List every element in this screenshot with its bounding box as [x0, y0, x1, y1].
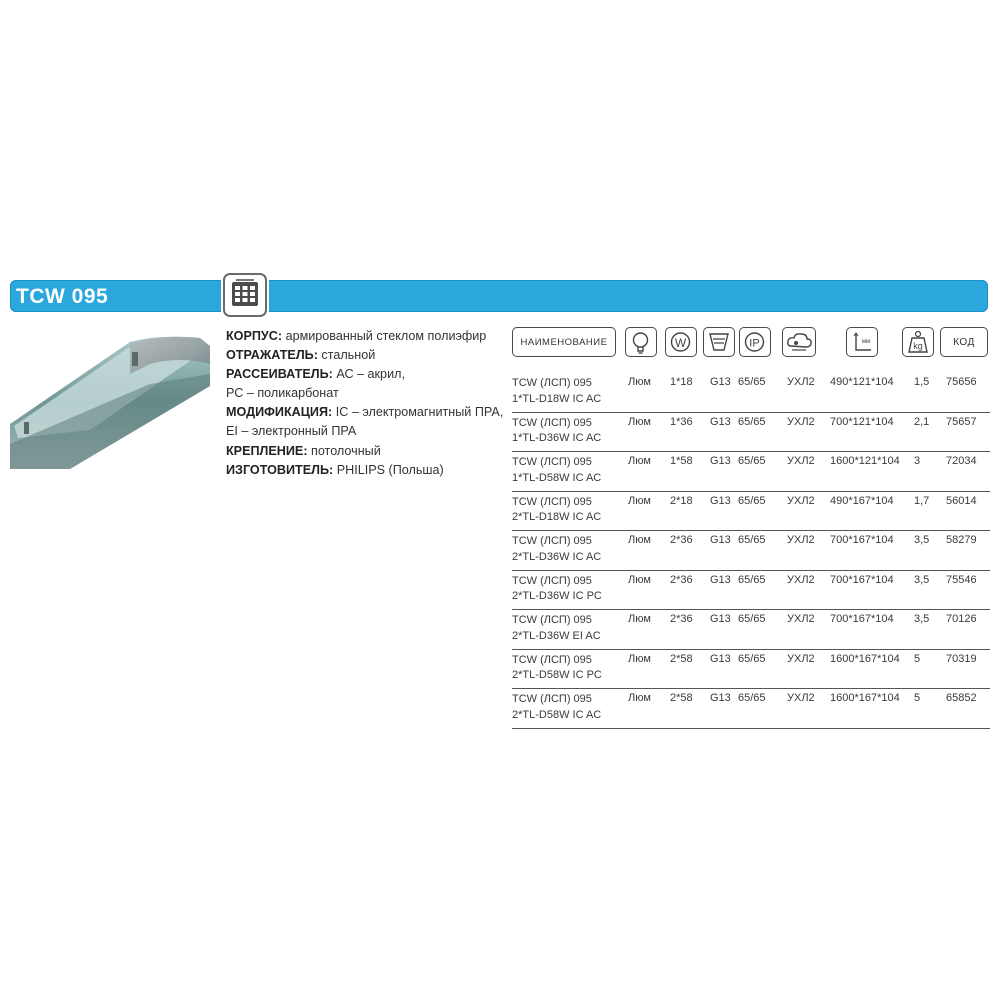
product-name	[512, 653, 627, 684]
cell-code: 72034	[946, 455, 977, 467]
product-name	[512, 534, 627, 565]
cell-type: Люм	[628, 455, 651, 467]
product-name	[512, 416, 627, 447]
cell-type: Люм	[628, 573, 651, 586]
spec-value: PHILIPS (Польша)	[336, 462, 444, 477]
cell-power: 2*58	[670, 692, 693, 704]
product-name-line2: 2*TL-D36W IC PC	[512, 590, 602, 602]
cell-code: 58279	[946, 534, 977, 546]
cell-power: 2*18	[670, 494, 693, 507]
cell-power: 1*36	[670, 415, 693, 428]
spec-label: МОДИФИКАЦИЯ:	[226, 405, 333, 420]
table-row	[512, 650, 990, 690]
cell-dims: 490*167*104	[830, 494, 894, 507]
table-row	[512, 413, 990, 453]
cell-dims: 700*121*104	[830, 415, 894, 428]
cell-weight: 5	[914, 652, 921, 665]
product-name-line1: TCW (ЛСП) 095	[512, 456, 592, 468]
dimensions-icon	[846, 327, 878, 357]
cell-dims: 1600*167*104	[830, 652, 900, 665]
svg-text:W: W	[674, 336, 687, 350]
product-name-line2: 2*TL-D58W IC AC	[512, 708, 602, 721]
cell-socket: G13	[710, 613, 731, 625]
svg-text:kg: kg	[913, 341, 923, 351]
cell-weight: 5	[914, 692, 921, 704]
cell-type: Люм	[628, 692, 651, 704]
cell-code: 56014	[946, 494, 977, 507]
product-name	[512, 613, 627, 644]
cell-climate: УХЛ2	[787, 455, 815, 467]
spec-label: ИЗГОТОВИТЕЛЬ:	[226, 462, 334, 477]
spec-line	[226, 461, 506, 480]
cell-power: 1*18	[670, 376, 693, 388]
product-name	[512, 455, 627, 486]
spec-value: АС – акрил,	[336, 367, 405, 382]
product-image	[10, 334, 210, 474]
cell-socket: G13	[710, 415, 731, 428]
table-row	[512, 492, 990, 532]
cell-power: 2*36	[670, 613, 693, 625]
cell-type: Люм	[628, 494, 651, 507]
cell-socket: G13	[710, 652, 731, 665]
cell-type: Люм	[628, 534, 651, 546]
cell-dims: 700*167*104	[830, 613, 894, 625]
spec-value: армированный стеклом полиэфир	[285, 329, 487, 343]
product-name-line1: TCW (ЛСП) 095	[512, 535, 592, 547]
cell-socket: G13	[710, 494, 731, 507]
product-name-line1: TCW (ЛСП) 095	[512, 416, 592, 429]
product-name-line1: TCW (ЛСП) 095	[512, 574, 592, 587]
cell-climate: УХЛ2	[787, 692, 815, 704]
table-row	[512, 610, 990, 650]
product-name-line2: 2*TL-D58W IC PC	[512, 669, 602, 681]
spec-line	[226, 327, 506, 346]
cell-weight: 3,5	[914, 534, 930, 546]
spec-label: КОРПУС:	[226, 329, 283, 343]
column-header-name: НАИМЕНОВАНИЕ	[512, 327, 616, 357]
cell-weight: 1,7	[914, 494, 930, 507]
cell-code: 75546	[946, 573, 977, 586]
product-name	[512, 692, 627, 723]
product-name-line2: 1*TL-D36W IC AC	[512, 432, 602, 444]
spec-label: КРЕПЛЕНИЕ:	[226, 443, 308, 458]
spec-value: EI – электронный ПРА	[226, 424, 357, 439]
cell-climate: УХЛ2	[787, 376, 815, 388]
cell-weight: 1,5	[914, 376, 930, 388]
title-bar	[10, 280, 988, 312]
cell-climate: УХЛ2	[787, 494, 815, 507]
product-name-line2: 1*TL-D18W IC AC	[512, 392, 602, 405]
cell-code: 75657	[946, 415, 977, 428]
spec-label: ОТРАЖАТЕЛЬ:	[226, 348, 318, 363]
spec-line	[226, 422, 506, 441]
cell-ip: 65/65	[738, 455, 766, 467]
cell-ip: 65/65	[738, 376, 766, 388]
spec-value: стальной	[321, 348, 376, 363]
product-name-line2: 1*TL-D58W IC AC	[512, 471, 602, 484]
cell-socket: G13	[710, 376, 731, 388]
product-name	[512, 376, 627, 407]
product-name-line1: TCW (ЛСП) 095	[512, 495, 592, 508]
spec-line	[226, 365, 506, 384]
cell-weight: 3,5	[914, 613, 930, 625]
spec-value: потолочный	[311, 443, 381, 458]
table-row	[512, 689, 990, 729]
cell-power: 2*36	[670, 573, 693, 586]
weight-icon	[902, 327, 934, 357]
cell-ip: 65/65	[738, 415, 766, 428]
product-name-line1: TCW (ЛСП) 095	[512, 653, 592, 666]
cell-type: Люм	[628, 652, 651, 665]
spec-line	[226, 403, 506, 422]
cell-ip: 65/65	[738, 692, 766, 704]
spec-value: IC – электромагнитный ПРА,	[335, 405, 504, 420]
cell-weight: 3,5	[914, 573, 930, 586]
product-name	[512, 574, 627, 605]
cell-weight: 3	[914, 455, 921, 467]
cell-dims: 1600*121*104	[830, 455, 900, 467]
socket-icon	[703, 327, 735, 357]
product-name-line2: 2*TL-D18W IC AC	[512, 511, 602, 523]
cell-weight: 2,1	[914, 415, 930, 428]
watt-icon	[665, 327, 697, 357]
table-row	[512, 373, 990, 413]
product-name-line1: TCW (ЛСП) 095	[512, 614, 592, 626]
cell-type: Люм	[628, 613, 651, 625]
spec-value: РС – поликарбонат	[226, 386, 339, 401]
cell-ip: 65/65	[738, 613, 766, 625]
cell-socket: G13	[710, 573, 731, 586]
cell-dims: 700*167*104	[830, 534, 894, 546]
lamp-icon	[625, 327, 657, 357]
column-header-code: КОД	[940, 327, 988, 357]
cell-dims: 490*121*104	[830, 376, 894, 388]
cell-dims: 700*167*104	[830, 573, 894, 586]
cell-climate: УХЛ2	[787, 652, 815, 665]
spec-line	[226, 442, 506, 461]
cell-socket: G13	[710, 534, 731, 546]
cell-climate: УХЛ2	[787, 573, 815, 586]
cell-power: 1*58	[670, 455, 693, 467]
page-title: TCW 095	[16, 285, 109, 308]
cell-power: 2*58	[670, 652, 693, 665]
svg-text:IP: IP	[749, 337, 760, 350]
cell-type: Люм	[628, 376, 651, 388]
cell-ip: 65/65	[738, 494, 766, 507]
cell-climate: УХЛ2	[787, 613, 815, 625]
product-name-line1: TCW (ЛСП) 095	[512, 693, 592, 705]
cell-code: 75656	[946, 376, 977, 388]
cell-socket: G13	[710, 455, 731, 467]
climate-icon	[782, 327, 816, 357]
cell-socket: G13	[710, 692, 731, 704]
cell-type: Люм	[628, 415, 651, 428]
cell-code: 70126	[946, 613, 977, 625]
cell-climate: УХЛ2	[787, 415, 815, 428]
cell-dims: 1600*167*104	[830, 692, 900, 704]
ceiling-grid-icon	[223, 273, 267, 317]
product-name	[512, 495, 627, 526]
table-row	[512, 571, 990, 611]
cell-ip: 65/65	[738, 573, 766, 586]
cell-power: 2*36	[670, 534, 693, 546]
cell-climate: УХЛ2	[787, 534, 815, 546]
product-table	[512, 373, 990, 729]
cell-code: 65852	[946, 692, 977, 704]
table-row	[512, 452, 990, 492]
spec-line	[226, 346, 506, 365]
cell-ip: 65/65	[738, 534, 766, 546]
spec-label: РАССЕИВАТЕЛЬ:	[226, 367, 333, 382]
product-name-line1: TCW (ЛСП) 095	[512, 377, 592, 389]
specifications	[226, 327, 506, 480]
product-name-line2: 2*TL-D36W EI AC	[512, 629, 601, 642]
svg-text:мм: мм	[861, 339, 871, 345]
table-row	[512, 531, 990, 571]
ip-icon	[739, 327, 771, 357]
cell-ip: 65/65	[738, 652, 766, 665]
product-name-line2: 2*TL-D36W IC AC	[512, 550, 602, 563]
spec-line	[226, 384, 506, 403]
cell-code: 70319	[946, 652, 977, 665]
